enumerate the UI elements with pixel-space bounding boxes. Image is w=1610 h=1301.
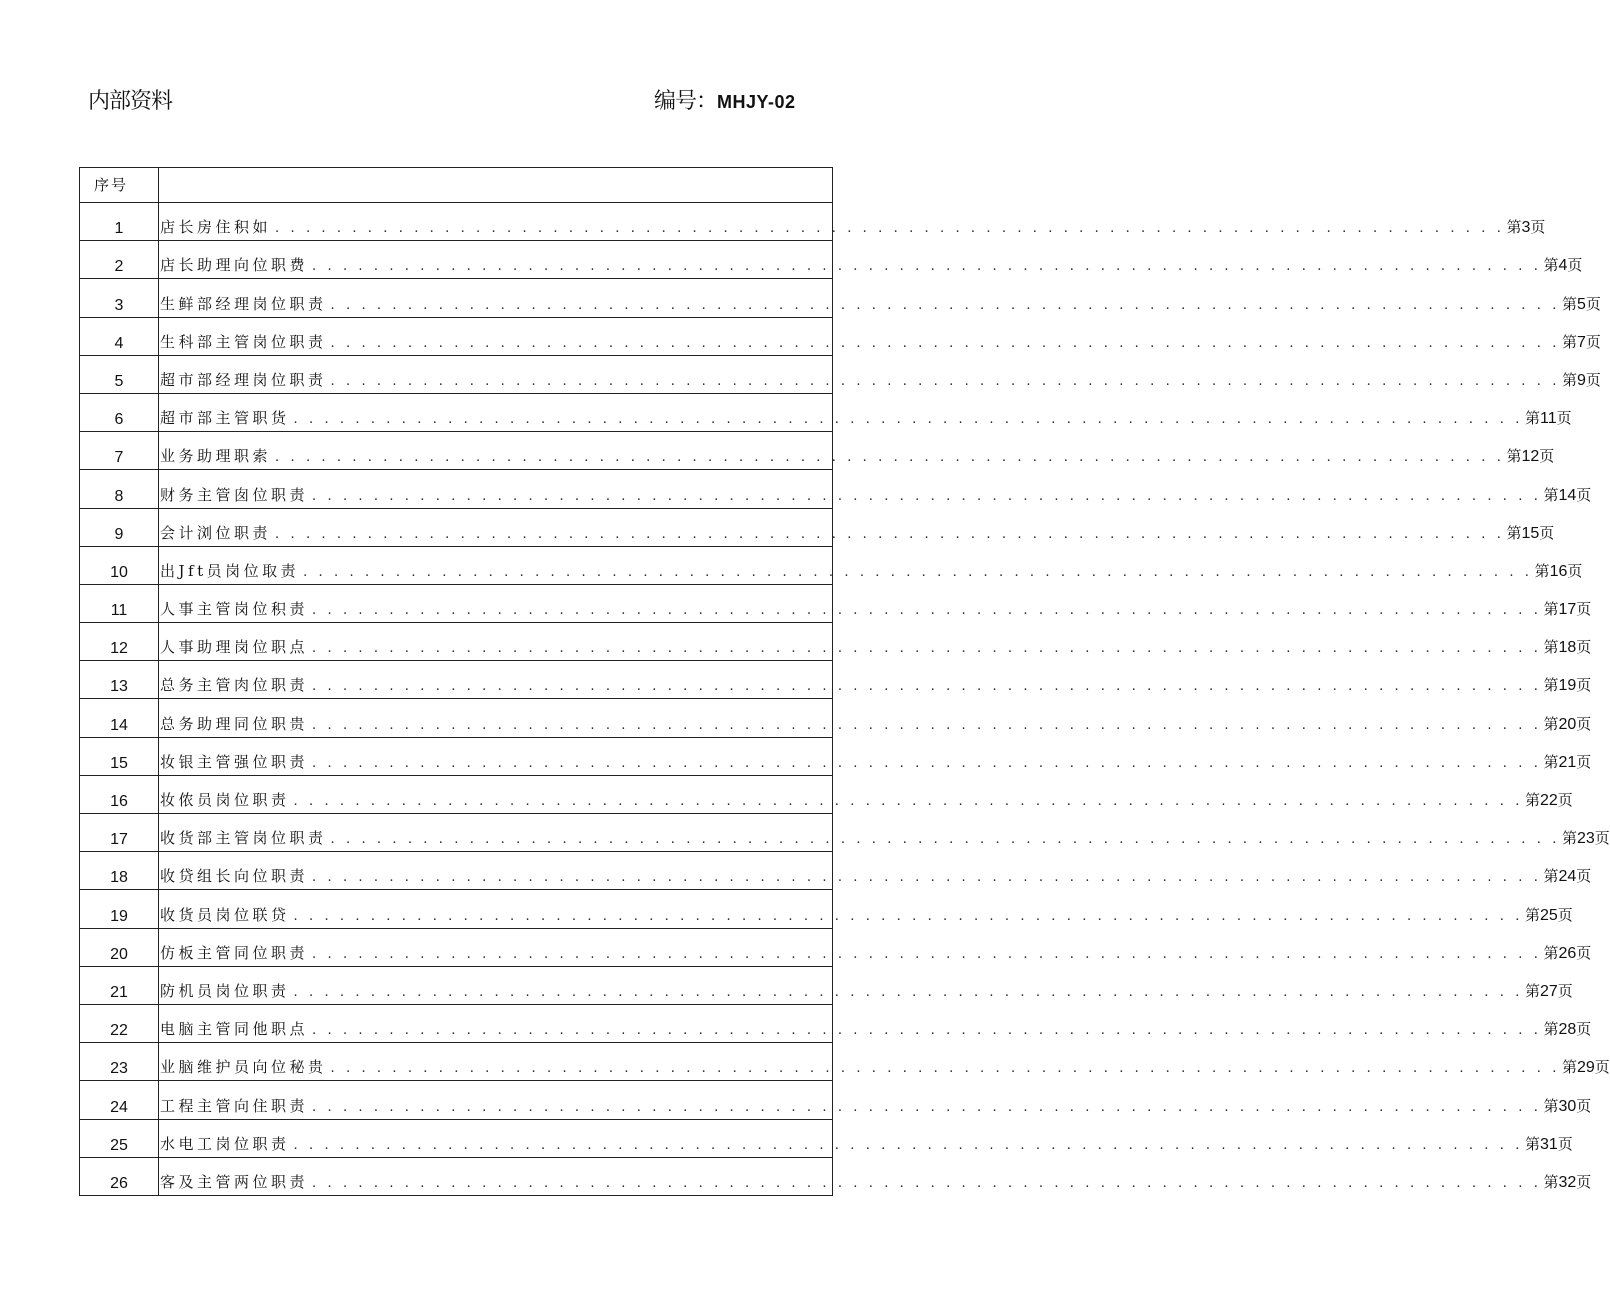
toc-entry-title: 人事主管岗位积责: [160, 600, 309, 619]
toc-leader-dots: . . . . . . . . . . . . . . . . . . . . . . . . . . . . . . . . . . . . . . . . . . . . . . . . . . . . . . . . . . . . . . . . . . . . . . . . . . . . . . . .: [330, 297, 1560, 313]
toc-page-suffix: 页: [1557, 791, 1573, 809]
toc-row: [80, 737, 833, 775]
toc-row-number: 5: [80, 355, 159, 393]
toc-page-suffix: 页: [1576, 676, 1592, 695]
toc-entry-page: [1543, 1018, 1591, 1039]
toc-page-suffix: 页: [1539, 523, 1555, 542]
toc-row: [80, 661, 833, 699]
toc-page-prefix: 第: [1543, 1020, 1559, 1039]
toc-row-entry: [159, 928, 1592, 966]
toc-entry: [159, 827, 1610, 851]
toc-page-prefix: 第: [1534, 561, 1550, 580]
toc-leader-dots: . . . . . . . . . . . . . . . . . . . . . . . . . . . . . . . . . . . . . . . . . . . . . . . . . . . . . . . . . . . . . . . . . . . . . . . . . . . . . . . .: [275, 450, 1505, 466]
toc-row-number: 3: [80, 279, 159, 317]
toc-page-number: 27: [1539, 982, 1558, 1000]
toc-entry-title: 收货员岗位联贷: [160, 905, 290, 924]
toc-row-number: 11: [80, 584, 159, 622]
toc-row-entry: [159, 584, 1592, 622]
toc-page-suffix: 页: [1585, 370, 1601, 389]
toc-row: [80, 432, 833, 470]
toc-row-number: 14: [80, 699, 159, 737]
toc-entry-title: 会计浏位职责: [160, 523, 272, 542]
toc-row-entry: [159, 775, 1573, 813]
toc-page-prefix: 第: [1524, 409, 1540, 428]
toc-page-number: 28: [1558, 1021, 1577, 1039]
toc-entry-page: [1543, 254, 1582, 275]
toc-page-prefix: 第: [1543, 1096, 1559, 1115]
toc-entry: [159, 980, 1573, 1004]
toc-page-prefix: 第: [1524, 981, 1540, 1000]
toc-page-suffix: 页: [1594, 1058, 1610, 1077]
toc-leader-dots: . . . . . . . . . . . . . . . . . . . . . . . . . . . . . . . . . . . . . . . . . . . . . . . . . . . . . . . . . . . . . . . . . . . . . . . . . . . . . . . .: [275, 221, 1505, 237]
toc-page-prefix: 第: [1524, 791, 1540, 809]
toc-row: [80, 584, 833, 622]
toc-row-entry: [159, 279, 1601, 317]
toc-page-prefix: 第: [1543, 638, 1559, 657]
toc-row-number: 19: [80, 890, 159, 928]
toc-row: [80, 1157, 833, 1195]
toc-entry-title: 业脑维护员向位秘贵: [160, 1058, 327, 1077]
toc-entry-title: 财务主管囱位职责: [160, 485, 309, 504]
toc-row-number: 10: [80, 546, 159, 584]
toc-header-title: [159, 168, 833, 203]
toc-entry-title: 电脑主管同他职点: [160, 1020, 309, 1039]
toc-leader-dots: . . . . . . . . . . . . . . . . . . . . . . . . . . . . . . . . . . . . . . . . . . . . . . . . . . . . . . . . . . . . . . . . . . . . . . . . . . . . . . . .: [312, 1175, 1542, 1191]
toc-entry-title: 水电工岗位职责: [160, 1134, 290, 1153]
toc-row: [80, 1004, 833, 1042]
toc-row-number: 9: [80, 508, 159, 546]
toc-entry: [159, 904, 1573, 928]
toc-row-number: 6: [80, 393, 159, 431]
toc-row: [80, 775, 833, 813]
toc-page-number: 12: [1521, 448, 1540, 466]
toc-row-number: 12: [80, 623, 159, 661]
toc-page-number: 18: [1558, 639, 1577, 657]
toc-entry-title: 妆银主管强位职责: [160, 752, 309, 771]
toc-page-number: 4: [1558, 257, 1568, 275]
toc-page-number: 25: [1539, 906, 1558, 924]
toc-row: [80, 814, 833, 852]
toc-row: [80, 317, 833, 355]
toc-row: [80, 279, 833, 317]
toc-page-suffix: 页: [1576, 1096, 1592, 1115]
toc-page-prefix: 第: [1506, 523, 1522, 542]
toc-entry-page: [1525, 1133, 1573, 1154]
toc-entry-title: 收贷组长向位职责: [160, 867, 309, 886]
toc-row: [80, 699, 833, 737]
toc-row-entry: [159, 661, 1592, 699]
toc-entry: [159, 560, 1583, 584]
toc-row: [80, 966, 833, 1004]
toc-row-entry: [159, 814, 1610, 852]
toc-header-row: [80, 168, 833, 203]
toc-header-number: 序号: [80, 168, 159, 203]
toc-entry: [159, 1018, 1592, 1042]
toc-entry-title: 出Jft员岗位取责: [160, 561, 300, 580]
toc-leader-dots: . . . . . . . . . . . . . . . . . . . . . . . . . . . . . . . . . . . . . . . . . . . . . . . . . . . . . . . . . . . . . . . . . . . . . . . . . . . . . . . .: [293, 908, 1523, 924]
toc-page-prefix: 第: [1543, 752, 1559, 771]
toc-row-number: 25: [80, 1119, 159, 1157]
document-number-label: 编号：: [654, 89, 718, 114]
toc-row-entry: [159, 737, 1592, 775]
document-number-code: MHJY-02: [717, 92, 796, 112]
toc-row-number: 7: [80, 432, 159, 470]
toc-entry-page: [1525, 407, 1572, 428]
toc-entry: [159, 216, 1546, 240]
toc-page-number: 23: [1576, 830, 1595, 848]
toc-entry: [159, 1095, 1592, 1119]
toc-row-number: 24: [80, 1081, 159, 1119]
toc-entry-title: 生科部主管岗位职责: [160, 332, 327, 351]
toc-entry-title: 店长助理向位职费: [160, 256, 309, 275]
toc-entry: [159, 407, 1572, 431]
toc-entry: [159, 598, 1592, 622]
toc-row-number: 26: [80, 1157, 159, 1195]
toc-entry-title: 工程主管向住职责: [160, 1096, 309, 1115]
toc-entry-page: [1562, 369, 1601, 390]
toc-page-suffix: 页: [1576, 485, 1592, 504]
toc-page-number: 21: [1558, 753, 1577, 771]
toc-entry-title: 总务助理同位职贵: [160, 714, 309, 733]
toc-row-entry: [159, 852, 1592, 890]
toc-leader-dots: . . . . . . . . . . . . . . . . . . . . . . . . . . . . . . . . . . . . . . . . . . . . . . . . . . . . . . . . . . . . . . . . . . . . . . . . . . . . . . . .: [312, 641, 1542, 657]
toc-entry: [159, 674, 1592, 698]
toc-entry-title: 生鲜部经理岗位职责: [160, 294, 327, 313]
toc-page-suffix: 页: [1557, 1134, 1573, 1153]
toc-page-prefix: 第: [1524, 905, 1540, 924]
toc-row-number: 23: [80, 1043, 159, 1081]
toc-row-number: 4: [80, 317, 159, 355]
toc-entry: [159, 445, 1555, 469]
toc-entry: [159, 713, 1592, 737]
toc-row: [80, 546, 833, 584]
toc-page-number: 32: [1558, 1173, 1577, 1191]
toc-leader-dots: . . . . . . . . . . . . . . . . . . . . . . . . . . . . . . . . . . . . . . . . . . . . . . . . . . . . . . . . . . . . . . . . . . . . . . . . . . . . . . . .: [330, 335, 1560, 351]
toc-leader-dots: . . . . . . . . . . . . . . . . . . . . . . . . . . . . . . . . . . . . . . . . . . . . . . . . . . . . . . . . . . . . . . . . . . . . . . . . . . . . . . . .: [312, 488, 1542, 504]
toc-table: [79, 167, 1610, 1196]
toc-entry-page: [1506, 445, 1554, 466]
toc-entry-page: [1543, 865, 1591, 886]
toc-leader-dots: . . . . . . . . . . . . . . . . . . . . . . . . . . . . . . . . . . . . . . . . . . . . . . . . . . . . . . . . . . . . . . . . . . . . . . . . . . . . . . . .: [312, 679, 1542, 695]
toc-entry-page: [1543, 674, 1591, 695]
toc-row-number: 22: [80, 1004, 159, 1042]
toc-page-prefix: 第: [1561, 1058, 1577, 1077]
toc-row-number: 16: [80, 775, 159, 813]
toc-row-entry: [159, 1004, 1592, 1042]
toc-page-suffix: 页: [1585, 332, 1601, 351]
toc-row-number: 17: [80, 814, 159, 852]
toc-row-entry: [159, 1119, 1573, 1157]
toc-page-prefix: 第: [1543, 485, 1559, 504]
toc-row-entry: [159, 355, 1601, 393]
toc-leader-dots: . . . . . . . . . . . . . . . . . . . . . . . . . . . . . . . . . . . . . . . . . . . . . . . . . . . . . . . . . . . . . . . . . . . . . . . . . . . . . . . .: [293, 984, 1523, 1000]
toc-page-number: 20: [1558, 715, 1577, 733]
toc-page-number: 11: [1539, 410, 1557, 428]
toc-page-number: 14: [1558, 486, 1577, 504]
toc-row-entry: [159, 393, 1572, 431]
toc-row-number: 2: [80, 241, 159, 279]
toc-entry-page: [1543, 1171, 1591, 1192]
toc-entry-page: [1543, 1095, 1591, 1116]
toc-row-entry: [159, 623, 1592, 661]
toc-row: [80, 852, 833, 890]
toc-page-number: 16: [1549, 562, 1568, 580]
toc-row: [80, 470, 833, 508]
toc-page-suffix: 页: [1557, 981, 1573, 1000]
toc-page-prefix: 第: [1561, 332, 1577, 351]
toc-row-entry: [159, 432, 1555, 470]
toc-page-number: 7: [1576, 333, 1586, 351]
toc-page-suffix: 页: [1576, 1020, 1592, 1039]
toc-page-number: 29: [1576, 1059, 1595, 1077]
toc-row-number: 8: [80, 470, 159, 508]
toc-row-entry: [159, 966, 1573, 1004]
toc-page-prefix: 第: [1506, 447, 1522, 466]
toc-leader-dots: . . . . . . . . . . . . . . . . . . . . . . . . . . . . . . . . . . . . . . . . . . . . . . . . . . . . . . . . . . . . . . . . . . . . . . . . . . . . . . . .: [303, 564, 1533, 580]
toc-entry-page: [1543, 713, 1591, 734]
toc-page-suffix: 页: [1576, 867, 1592, 886]
toc-entry-title: 总务主管肉位职责: [160, 676, 309, 695]
toc-row-number: 20: [80, 928, 159, 966]
toc-page-number: 3: [1521, 219, 1531, 237]
toc-row: [80, 623, 833, 661]
toc-entry-page: [1543, 942, 1591, 963]
toc-page-prefix: 第: [1561, 829, 1577, 848]
toc-page-suffix: 页: [1530, 218, 1546, 237]
toc-page-prefix: 第: [1543, 256, 1559, 275]
toc-entry: [159, 484, 1592, 508]
toc-entry-title: 仿板主管同位职责: [160, 943, 309, 962]
toc-leader-dots: . . . . . . . . . . . . . . . . . . . . . . . . . . . . . . . . . . . . . . . . . . . . . . . . . . . . . . . . . . . . . . . . . . . . . . . . . . . . . . . .: [312, 603, 1542, 619]
toc-entry-page: [1525, 789, 1573, 810]
toc-entry: [159, 942, 1592, 966]
toc-row: [80, 1119, 833, 1157]
toc-entry: [159, 1056, 1610, 1080]
toc-leader-dots: . . . . . . . . . . . . . . . . . . . . . . . . . . . . . . . . . . . . . . . . . . . . . . . . . . . . . . . . . . . . . . . . . . . . . . . . . . . . . . . .: [275, 526, 1505, 542]
toc-entry-page: [1506, 216, 1545, 237]
toc-entry-title: 超市部主管职货: [160, 409, 290, 428]
toc-entry-page: [1525, 904, 1573, 925]
toc-row: [80, 928, 833, 966]
toc-page-prefix: 第: [1543, 600, 1559, 619]
toc-page-suffix: 页: [1576, 752, 1592, 771]
toc-page-suffix: 页: [1576, 1172, 1592, 1191]
toc-leader-dots: . . . . . . . . . . . . . . . . . . . . . . . . . . . . . . . . . . . . . . . . . . . . . . . . . . . . . . . . . . . . . . . . . . . . . . . . . . . . . . . .: [312, 755, 1542, 771]
toc-row-entry: [159, 508, 1555, 546]
toc-leader-dots: . . . . . . . . . . . . . . . . . . . . . . . . . . . . . . . . . . . . . . . . . . . . . . . . . . . . . . . . . . . . . . . . . . . . . . . . . . . . . . . .: [330, 1061, 1560, 1077]
toc-page-suffix: 页: [1594, 829, 1610, 848]
toc-row: [80, 355, 833, 393]
toc-entry-title: 收货部主管岗位职责: [160, 829, 327, 848]
toc-entry-page: [1562, 331, 1601, 352]
toc-page-number: 31: [1539, 1135, 1558, 1153]
toc-row: [80, 508, 833, 546]
toc-leader-dots: . . . . . . . . . . . . . . . . . . . . . . . . . . . . . . . . . . . . . . . . . . . . . . . . . . . . . . . . . . . . . . . . . . . . . . . . . . . . . . . .: [293, 412, 1523, 428]
toc-entry-page: [1506, 522, 1554, 543]
toc-entry-page: [1543, 751, 1591, 772]
toc-page-prefix: 第: [1524, 1134, 1540, 1153]
toc-row: [80, 1081, 833, 1119]
toc-page-prefix: 第: [1543, 943, 1559, 962]
toc-page-number: 5: [1576, 295, 1586, 313]
toc-page-number: 15: [1521, 524, 1540, 542]
toc-page-suffix: 页: [1576, 943, 1592, 962]
document-number: [654, 84, 796, 115]
toc-page-suffix: 页: [1567, 561, 1583, 580]
document-classification: 内部资料: [88, 89, 173, 114]
toc-page-prefix: 第: [1506, 218, 1522, 237]
toc-row: [80, 203, 833, 241]
toc-entry: [159, 331, 1601, 355]
toc-row-entry: [159, 546, 1583, 584]
toc-entry-title: 业务助理职索: [160, 447, 272, 466]
toc-entry-page: [1562, 293, 1601, 314]
toc-entry-page: [1535, 560, 1583, 581]
toc-row: [80, 890, 833, 928]
toc-page-suffix: 页: [1576, 714, 1592, 733]
toc-entry: [159, 789, 1573, 813]
toc-page-number: 9: [1576, 371, 1586, 389]
toc-leader-dots: . . . . . . . . . . . . . . . . . . . . . . . . . . . . . . . . . . . . . . . . . . . . . . . . . . . . . . . . . . . . . . . . . . . . . . . . . . . . . . . .: [312, 259, 1542, 275]
toc-entry-title: 人事助理岗位职点: [160, 638, 309, 657]
toc-entry-page: [1562, 1056, 1610, 1077]
toc-row-entry: [159, 317, 1601, 355]
toc-row: [80, 1043, 833, 1081]
toc-leader-dots: . . . . . . . . . . . . . . . . . . . . . . . . . . . . . . . . . . . . . . . . . . . . . . . . . . . . . . . . . . . . . . . . . . . . . . . . . . . . . . . .: [312, 946, 1542, 962]
toc-entry: [159, 522, 1555, 546]
toc-entry-title: 客及主管两位职责: [160, 1172, 309, 1191]
toc-leader-dots: . . . . . . . . . . . . . . . . . . . . . . . . . . . . . . . . . . . . . . . . . . . . . . . . . . . . . . . . . . . . . . . . . . . . . . . . . . . . . . . .: [293, 794, 1523, 809]
toc-row-entry: [159, 890, 1573, 928]
toc-entry: [159, 636, 1592, 660]
toc-leader-dots: . . . . . . . . . . . . . . . . . . . . . . . . . . . . . . . . . . . . . . . . . . . . . . . . . . . . . . . . . . . . . . . . . . . . . . . . . . . . . . . .: [330, 832, 1560, 848]
toc-page-prefix: 第: [1561, 370, 1577, 389]
toc-leader-dots: . . . . . . . . . . . . . . . . . . . . . . . . . . . . . . . . . . . . . . . . . . . . . . . . . . . . . . . . . . . . . . . . . . . . . . . . . . . . . . . .: [312, 870, 1542, 886]
toc-page-suffix: 页: [1576, 600, 1592, 619]
toc-entry-page: [1543, 598, 1591, 619]
toc-row-entry: [159, 1043, 1610, 1081]
toc-row-number: 18: [80, 852, 159, 890]
toc-leader-dots: . . . . . . . . . . . . . . . . . . . . . . . . . . . . . . . . . . . . . . . . . . . . . . . . . . . . . . . . . . . . . . . . . . . . . . . . . . . . . . . .: [312, 1023, 1542, 1039]
toc-page-prefix: 第: [1543, 1172, 1559, 1191]
toc-leader-dots: . . . . . . . . . . . . . . . . . . . . . . . . . . . . . . . . . . . . . . . . . . . . . . . . . . . . . . . . . . . . . . . . . . . . . . . . . . . . . . . .: [330, 373, 1560, 389]
toc-entry: [159, 1171, 1592, 1195]
toc-entry: [159, 369, 1601, 393]
toc-entry-title: 防机员岗位职责: [160, 981, 290, 1000]
toc-page-number: 30: [1558, 1097, 1577, 1115]
toc-page-number: 22: [1539, 792, 1558, 809]
toc-page-suffix: 页: [1585, 294, 1601, 313]
toc-row-entry: [159, 1081, 1592, 1119]
toc-entry-title: 妆侬员岗位职责: [160, 791, 290, 809]
toc-page-number: 17: [1558, 601, 1577, 619]
toc-page-prefix: 第: [1543, 867, 1559, 886]
toc-leader-dots: . . . . . . . . . . . . . . . . . . . . . . . . . . . . . . . . . . . . . . . . . . . . . . . . . . . . . . . . . . . . . . . . . . . . . . . . . . . . . . . .: [312, 717, 1542, 733]
toc-row: [80, 393, 833, 431]
toc-row-entry: [159, 699, 1592, 737]
toc-page-prefix: 第: [1543, 676, 1559, 695]
toc-row-entry: [159, 241, 1583, 279]
toc-row-number: 15: [80, 737, 159, 775]
toc-page-suffix: 页: [1557, 905, 1573, 924]
toc-row-number: 21: [80, 966, 159, 1004]
toc-entry-page: [1543, 636, 1591, 657]
toc-row-number: 1: [80, 203, 159, 241]
toc-row-entry: [159, 1157, 1592, 1195]
toc-page-number: 19: [1558, 677, 1577, 695]
toc-entry: [159, 751, 1592, 775]
toc-page-suffix: 页: [1576, 638, 1592, 657]
toc-leader-dots: . . . . . . . . . . . . . . . . . . . . . . . . . . . . . . . . . . . . . . . . . . . . . . . . . . . . . . . . . . . . . . . . . . . . . . . . . . . . . . . .: [293, 1137, 1523, 1153]
toc-entry: [159, 254, 1583, 278]
toc-page-prefix: 第: [1561, 294, 1577, 313]
toc-leader-dots: . . . . . . . . . . . . . . . . . . . . . . . . . . . . . . . . . . . . . . . . . . . . . . . . . . . . . . . . . . . . . . . . . . . . . . . . . . . . . . . .: [312, 1099, 1542, 1115]
toc-entry-page: [1525, 980, 1573, 1001]
toc-page-suffix: 页: [1539, 447, 1555, 466]
toc-entry-page: [1562, 827, 1610, 848]
toc-entry-title: 超市部经理岗位职责: [160, 370, 327, 389]
toc-row-entry: [159, 470, 1592, 508]
toc-entry: [159, 865, 1592, 889]
toc-row-number: 13: [80, 661, 159, 699]
toc-page-number: 26: [1558, 944, 1577, 962]
toc-page-prefix: 第: [1543, 714, 1559, 733]
toc-page-number: 24: [1558, 868, 1577, 886]
toc-entry: [159, 293, 1601, 317]
toc-row: [80, 241, 833, 279]
toc-entry-title: 店长房住积如: [160, 218, 272, 237]
toc-row-entry: [159, 203, 1546, 241]
toc-entry: [159, 1133, 1573, 1157]
toc-entry-page: [1543, 484, 1591, 505]
toc-page-suffix: 页: [1567, 256, 1583, 275]
toc-page-suffix: 页: [1556, 409, 1572, 428]
